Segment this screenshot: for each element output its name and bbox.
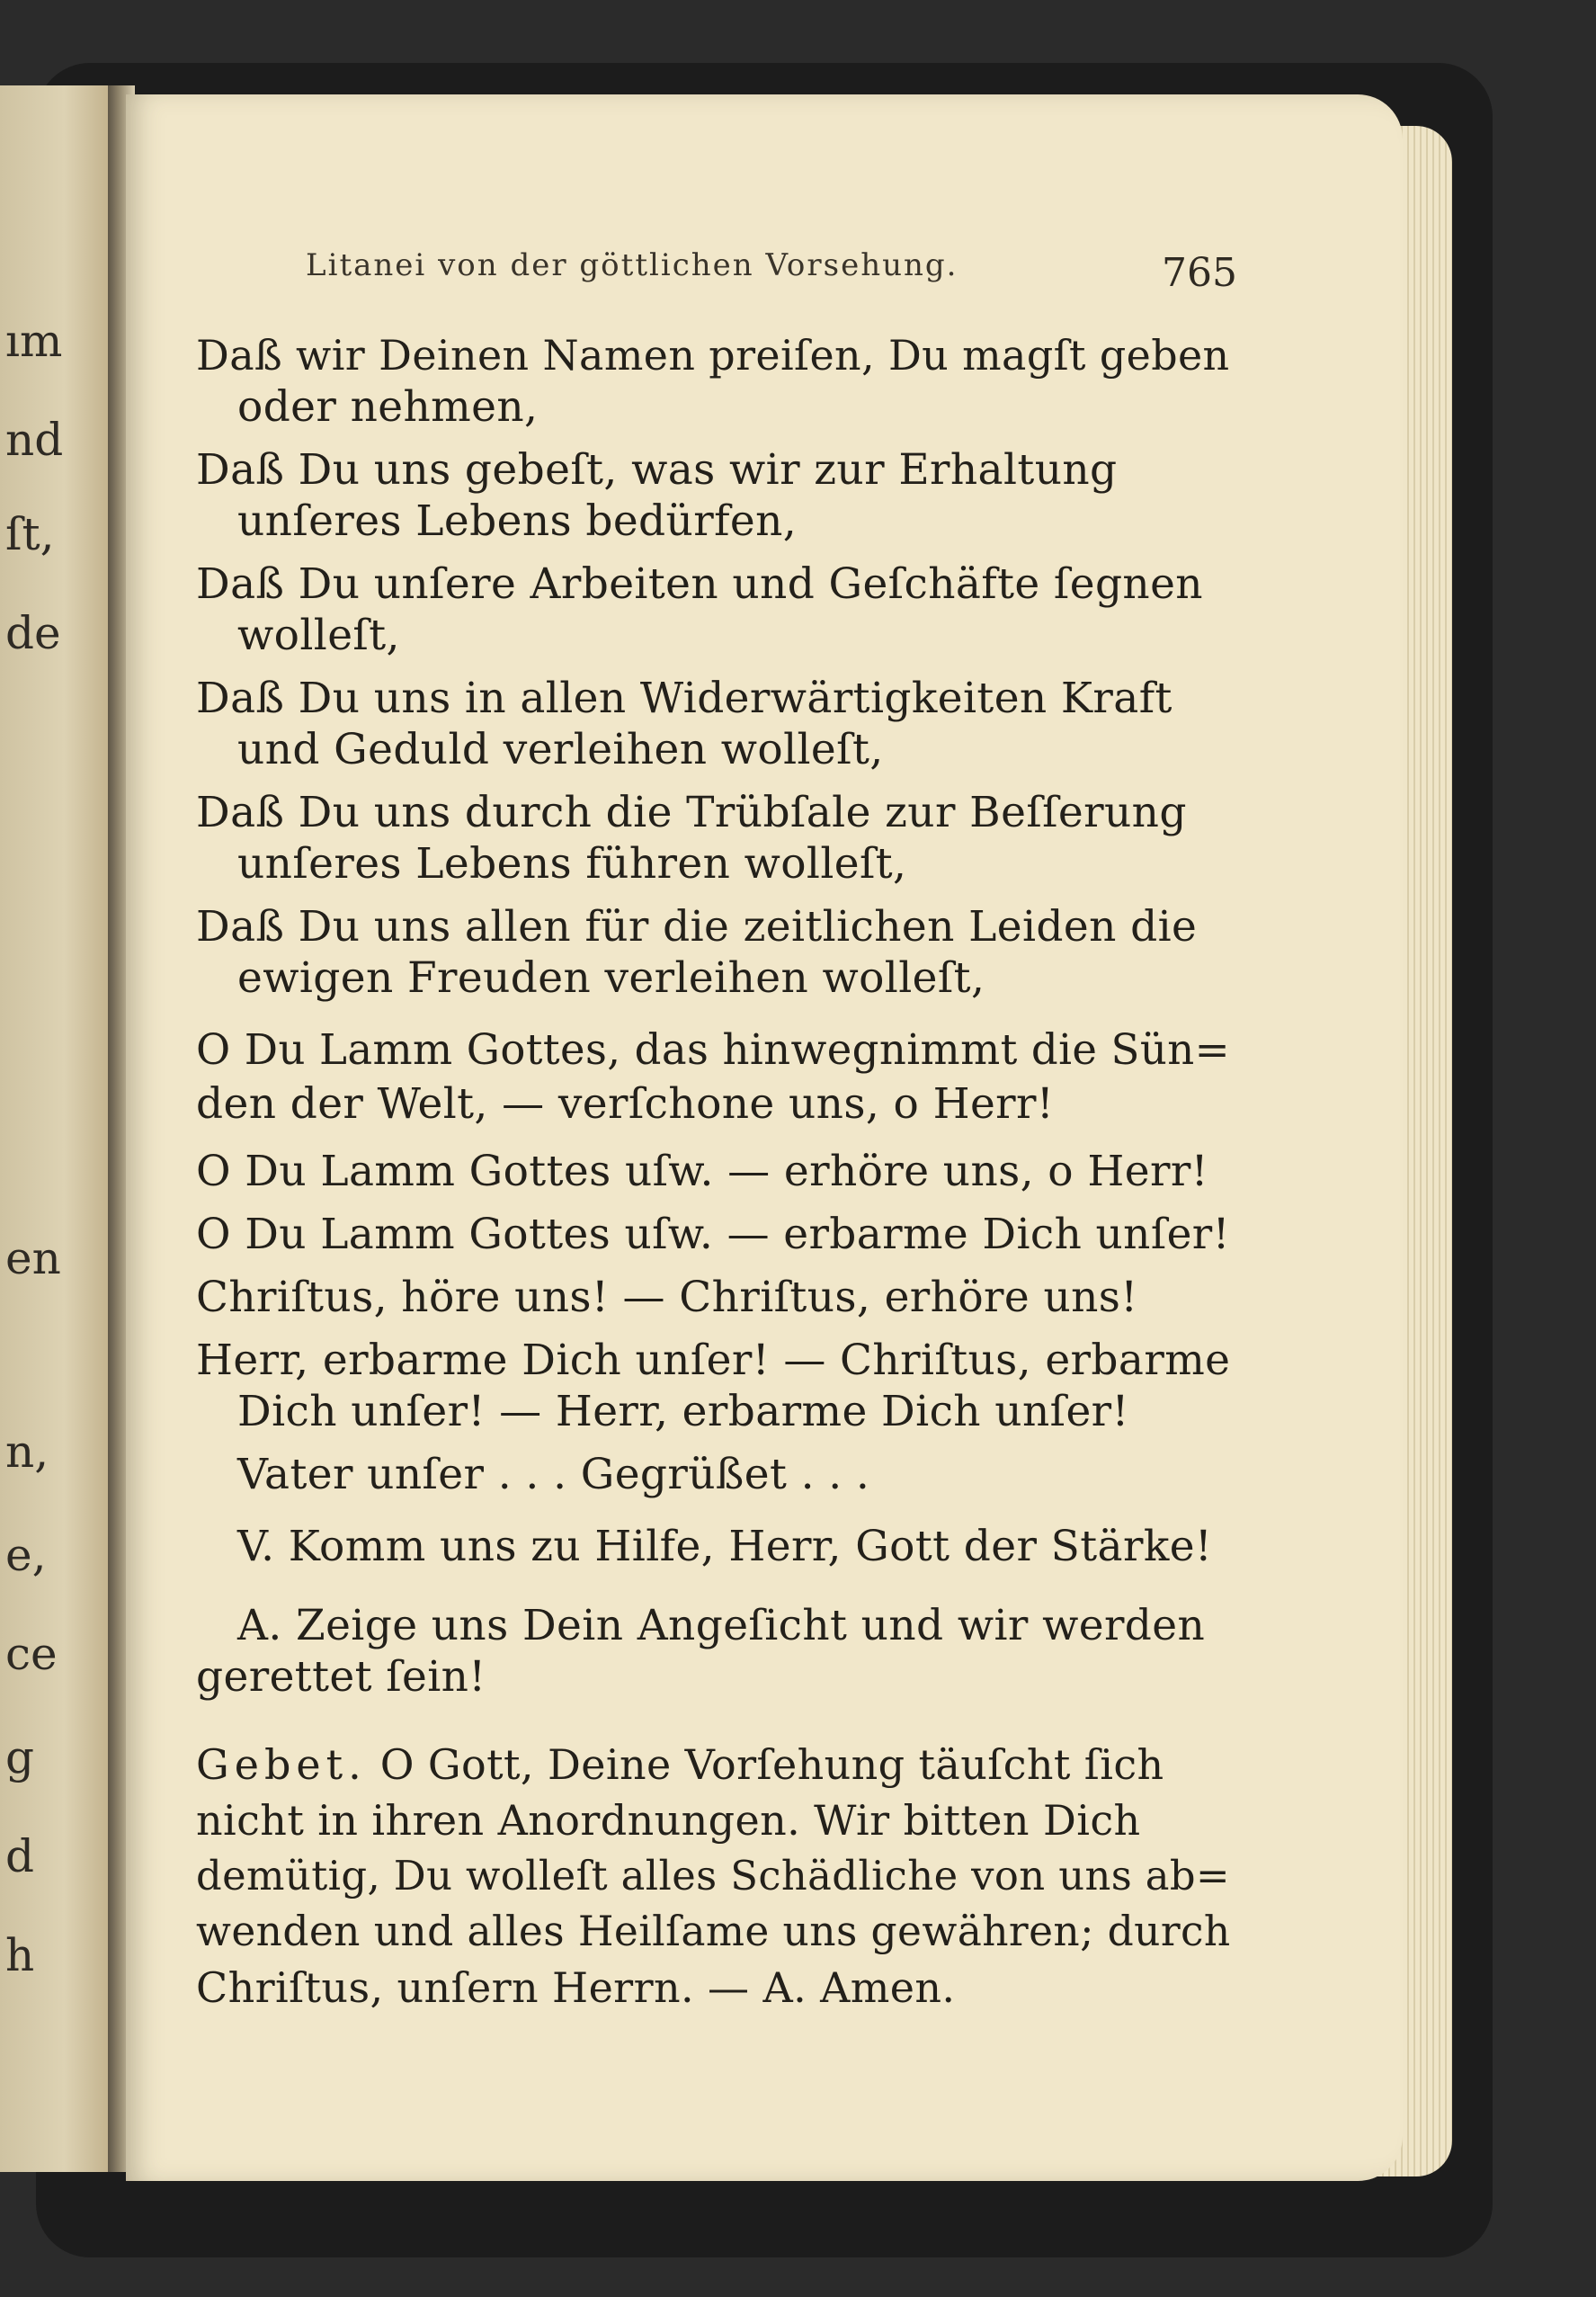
left-page-fragment: n, [5, 1426, 49, 1478]
left-page-fragment: g [5, 1731, 35, 1783]
text-line: O Du Lamm Gottes uſw. — erbarme Dich unſer! [196, 1210, 1230, 1259]
text-line: und Geduld verleihen wolleſt, [237, 725, 884, 774]
text-line: unſeres Lebens führen wolleſt, [237, 839, 907, 889]
text-line: Dich unſer! — Herr, erbarme Dich unſer! [237, 1387, 1129, 1436]
left-page-fragment: e, [5, 1529, 47, 1581]
running-title: Litanei von der göttlichen Vorsehung. [306, 247, 958, 283]
text-line: unſeres Lebens bedürfen, [237, 496, 798, 546]
text-line: O Du Lamm Gottes uſw. — erhöre uns, o Herr! [196, 1147, 1208, 1196]
text-line: Vater unſer . . . Gegrüßet . . . [237, 1450, 870, 1499]
text-line: Chriſtus, höre uns! — Chriſtus, erhöre uns! [196, 1273, 1138, 1322]
prayer-heading: Gebet. [196, 1740, 367, 1789]
text-line [196, 1740, 1164, 1789]
text-line: ewigen Freuden verleihen wolleſt, [237, 953, 985, 1003]
text-line: nicht in ihren Anordnungen. Wir bitten Dich [196, 1796, 1141, 1845]
left-page-fragment: de [5, 607, 61, 659]
left-page-edge [0, 85, 117, 2172]
text-line: oder nehmen, [237, 382, 539, 432]
left-page-fragment: h [5, 1929, 35, 1981]
left-page-fragment: nd [5, 414, 64, 466]
text-line: Chriſtus, unſern Herrn. — A. Amen. [196, 1963, 956, 2012]
prayer-text: O Gott, Deine Vorſehung täuſcht ſich [379, 1740, 1164, 1789]
text-line: Daß Du unſere Arbeiten und Geſchäfte ſegnen [196, 559, 1203, 609]
left-page-fragment: en [5, 1232, 61, 1284]
text-line: demütig, Du wolleſt alles Schädliche von uns ab= [196, 1852, 1230, 1899]
text-line: Daß wir Deinen Namen preiſen, Du magſt geben [196, 331, 1230, 380]
text-line: gerettet ſein! [196, 1652, 486, 1702]
left-page-fragment: ſt, [5, 508, 55, 560]
page-number: 765 [1162, 250, 1237, 296]
text-line: den der Welt, — verſchone uns, o Herr! [196, 1079, 1055, 1129]
text-line: Daß Du uns allen für die zeitlichen Leiden die [196, 902, 1198, 952]
left-page-fragment: d [5, 1830, 35, 1882]
text-line: O Du Lamm Gottes, das hinwegnimmt die Sün= [196, 1025, 1230, 1074]
left-page-fragment: ce [5, 1628, 58, 1680]
text-line: Daß Du uns in allen Widerwärtigkeiten Kraft [196, 674, 1172, 723]
text-line: wolleſt, [237, 611, 400, 660]
text-line: wenden und alles Heilſame uns gewähren; durch [196, 1908, 1231, 1955]
text-line: A. Zeige uns Dein Angeſicht und wir werden [237, 1601, 1206, 1650]
text-line: Daß Du uns durch die Trübſale zur Beſſerung [196, 788, 1187, 837]
left-page-fragment: ım [5, 315, 63, 367]
text-line: Herr, erbarme Dich unſer! — Chriſtus, erbarme [196, 1336, 1231, 1385]
text-line: Daß Du uns gebeſt, was wir zur Erhaltung [196, 445, 1118, 495]
text-line: V. Komm uns zu Hilfe, Herr, Gott der Stärke! [237, 1522, 1213, 1571]
